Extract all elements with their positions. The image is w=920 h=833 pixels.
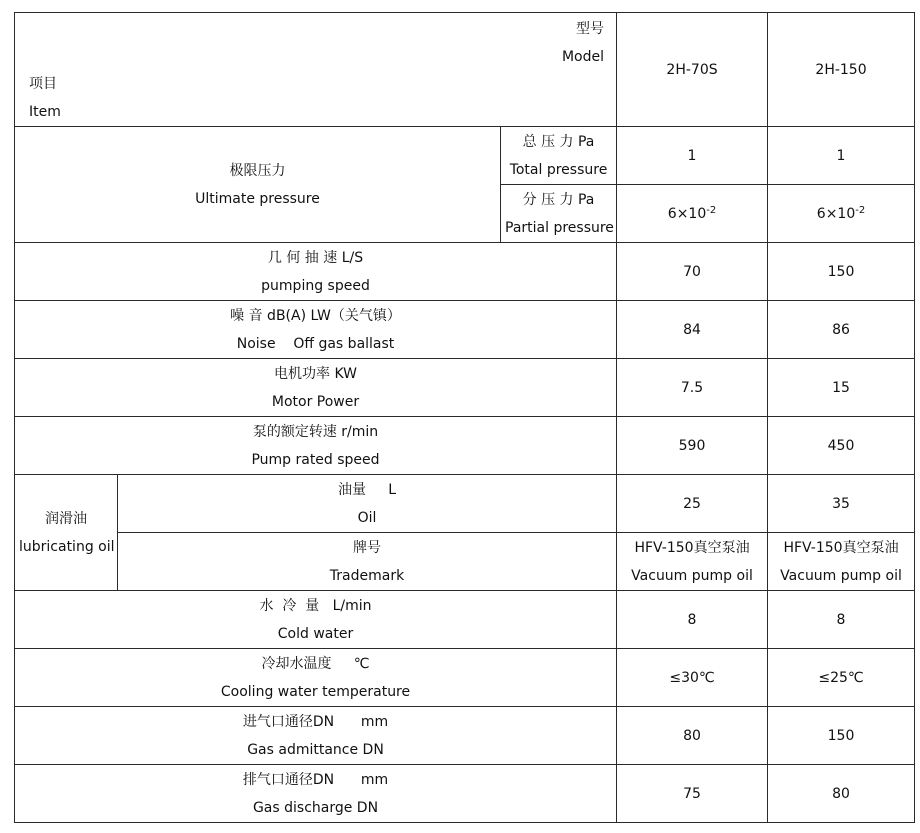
pumping-speed-value-1: 70 <box>617 243 768 301</box>
model-label-cn: 型号 <box>576 21 605 37</box>
gas-discharge-label: 排气口通径DN mm Gas discharge DN <box>15 765 617 823</box>
gas-admittance-value-2: 150 <box>768 707 915 765</box>
model-name-2: 2H-150 <box>768 13 915 127</box>
partial-pressure-value-2: $6\times 10^{-2}$ <box>768 185 915 243</box>
cold-water-label: 水 冷 量 L/min Cold water <box>15 591 617 649</box>
trademark-value-2: HFV-150真空泵油 Vacuum pump oil <box>768 533 915 591</box>
cold-water-value-1: 8 <box>617 591 768 649</box>
oil-amount-label: 油量 L Oil <box>118 475 617 533</box>
table-row <box>15 243 915 301</box>
model-name-1: 2H-70S <box>617 13 768 127</box>
table-row <box>15 301 915 359</box>
partial-pressure-value-1: $6\times 10^{-2}$ <box>617 185 768 243</box>
spec-table <box>14 12 915 823</box>
table-row <box>15 707 915 765</box>
trademark-value-1: HFV-150真空泵油 Vacuum pump oil <box>617 533 768 591</box>
table-row <box>15 417 915 475</box>
noise-value-2: 86 <box>768 301 915 359</box>
header-row <box>15 13 915 127</box>
pumping-speed-value-2: 150 <box>768 243 915 301</box>
oil-amount-value-2: 35 <box>768 475 915 533</box>
cooling-water-temp-label: 冷却水温度 ℃ Cooling water temperature <box>15 649 617 707</box>
rated-speed-value-1: 590 <box>617 417 768 475</box>
table-row <box>15 649 915 707</box>
header-corner-cell <box>15 13 617 127</box>
spec-table-container <box>14 12 915 823</box>
table-row <box>15 359 915 417</box>
noise-value-1: 84 <box>617 301 768 359</box>
partial-pressure-label: 分 压 力 Pa Partial pressure <box>501 185 617 243</box>
total-pressure-value-2: 1 <box>768 127 915 185</box>
motor-power-label: 电机功率 KW Motor Power <box>15 359 617 417</box>
table-row <box>15 765 915 823</box>
table-row <box>15 127 915 185</box>
cooling-water-temp-value-2: ≤25℃ <box>768 649 915 707</box>
rated-speed-value-2: 450 <box>768 417 915 475</box>
cold-water-value-2: 8 <box>768 591 915 649</box>
gas-admittance-label: 进气口通径DN mm Gas admittance DN <box>15 707 617 765</box>
item-label-en: Item <box>29 104 61 120</box>
gas-admittance-value-1: 80 <box>617 707 768 765</box>
rated-speed-label: 泵的额定转速 r/min Pump rated speed <box>15 417 617 475</box>
motor-power-value-1: 7.5 <box>617 359 768 417</box>
cooling-water-temp-value-1: ≤30℃ <box>617 649 768 707</box>
gas-discharge-value-1: 75 <box>617 765 768 823</box>
lubricating-oil-label: 润滑油 lubricating oil <box>15 475 118 591</box>
table-row <box>15 591 915 649</box>
oil-amount-value-1: 25 <box>617 475 768 533</box>
table-row <box>15 533 915 591</box>
total-pressure-value-1: 1 <box>617 127 768 185</box>
gas-discharge-value-2: 80 <box>768 765 915 823</box>
motor-power-value-2: 15 <box>768 359 915 417</box>
ultimate-pressure-label: 极限压力 Ultimate pressure <box>15 127 501 243</box>
noise-label: 噪 音 dB(A) LW（关气镇） Noise Off gas ballast <box>15 301 617 359</box>
trademark-label: 牌号 Trademark <box>118 533 617 591</box>
pumping-speed-label: 几 何 抽 速 L/S pumping speed <box>15 243 617 301</box>
model-label-en: Model <box>561 49 605 65</box>
table-row <box>15 475 915 533</box>
item-label-cn: 项目 <box>29 76 57 92</box>
total-pressure-label: 总 压 力 Pa Total pressure <box>501 127 617 185</box>
